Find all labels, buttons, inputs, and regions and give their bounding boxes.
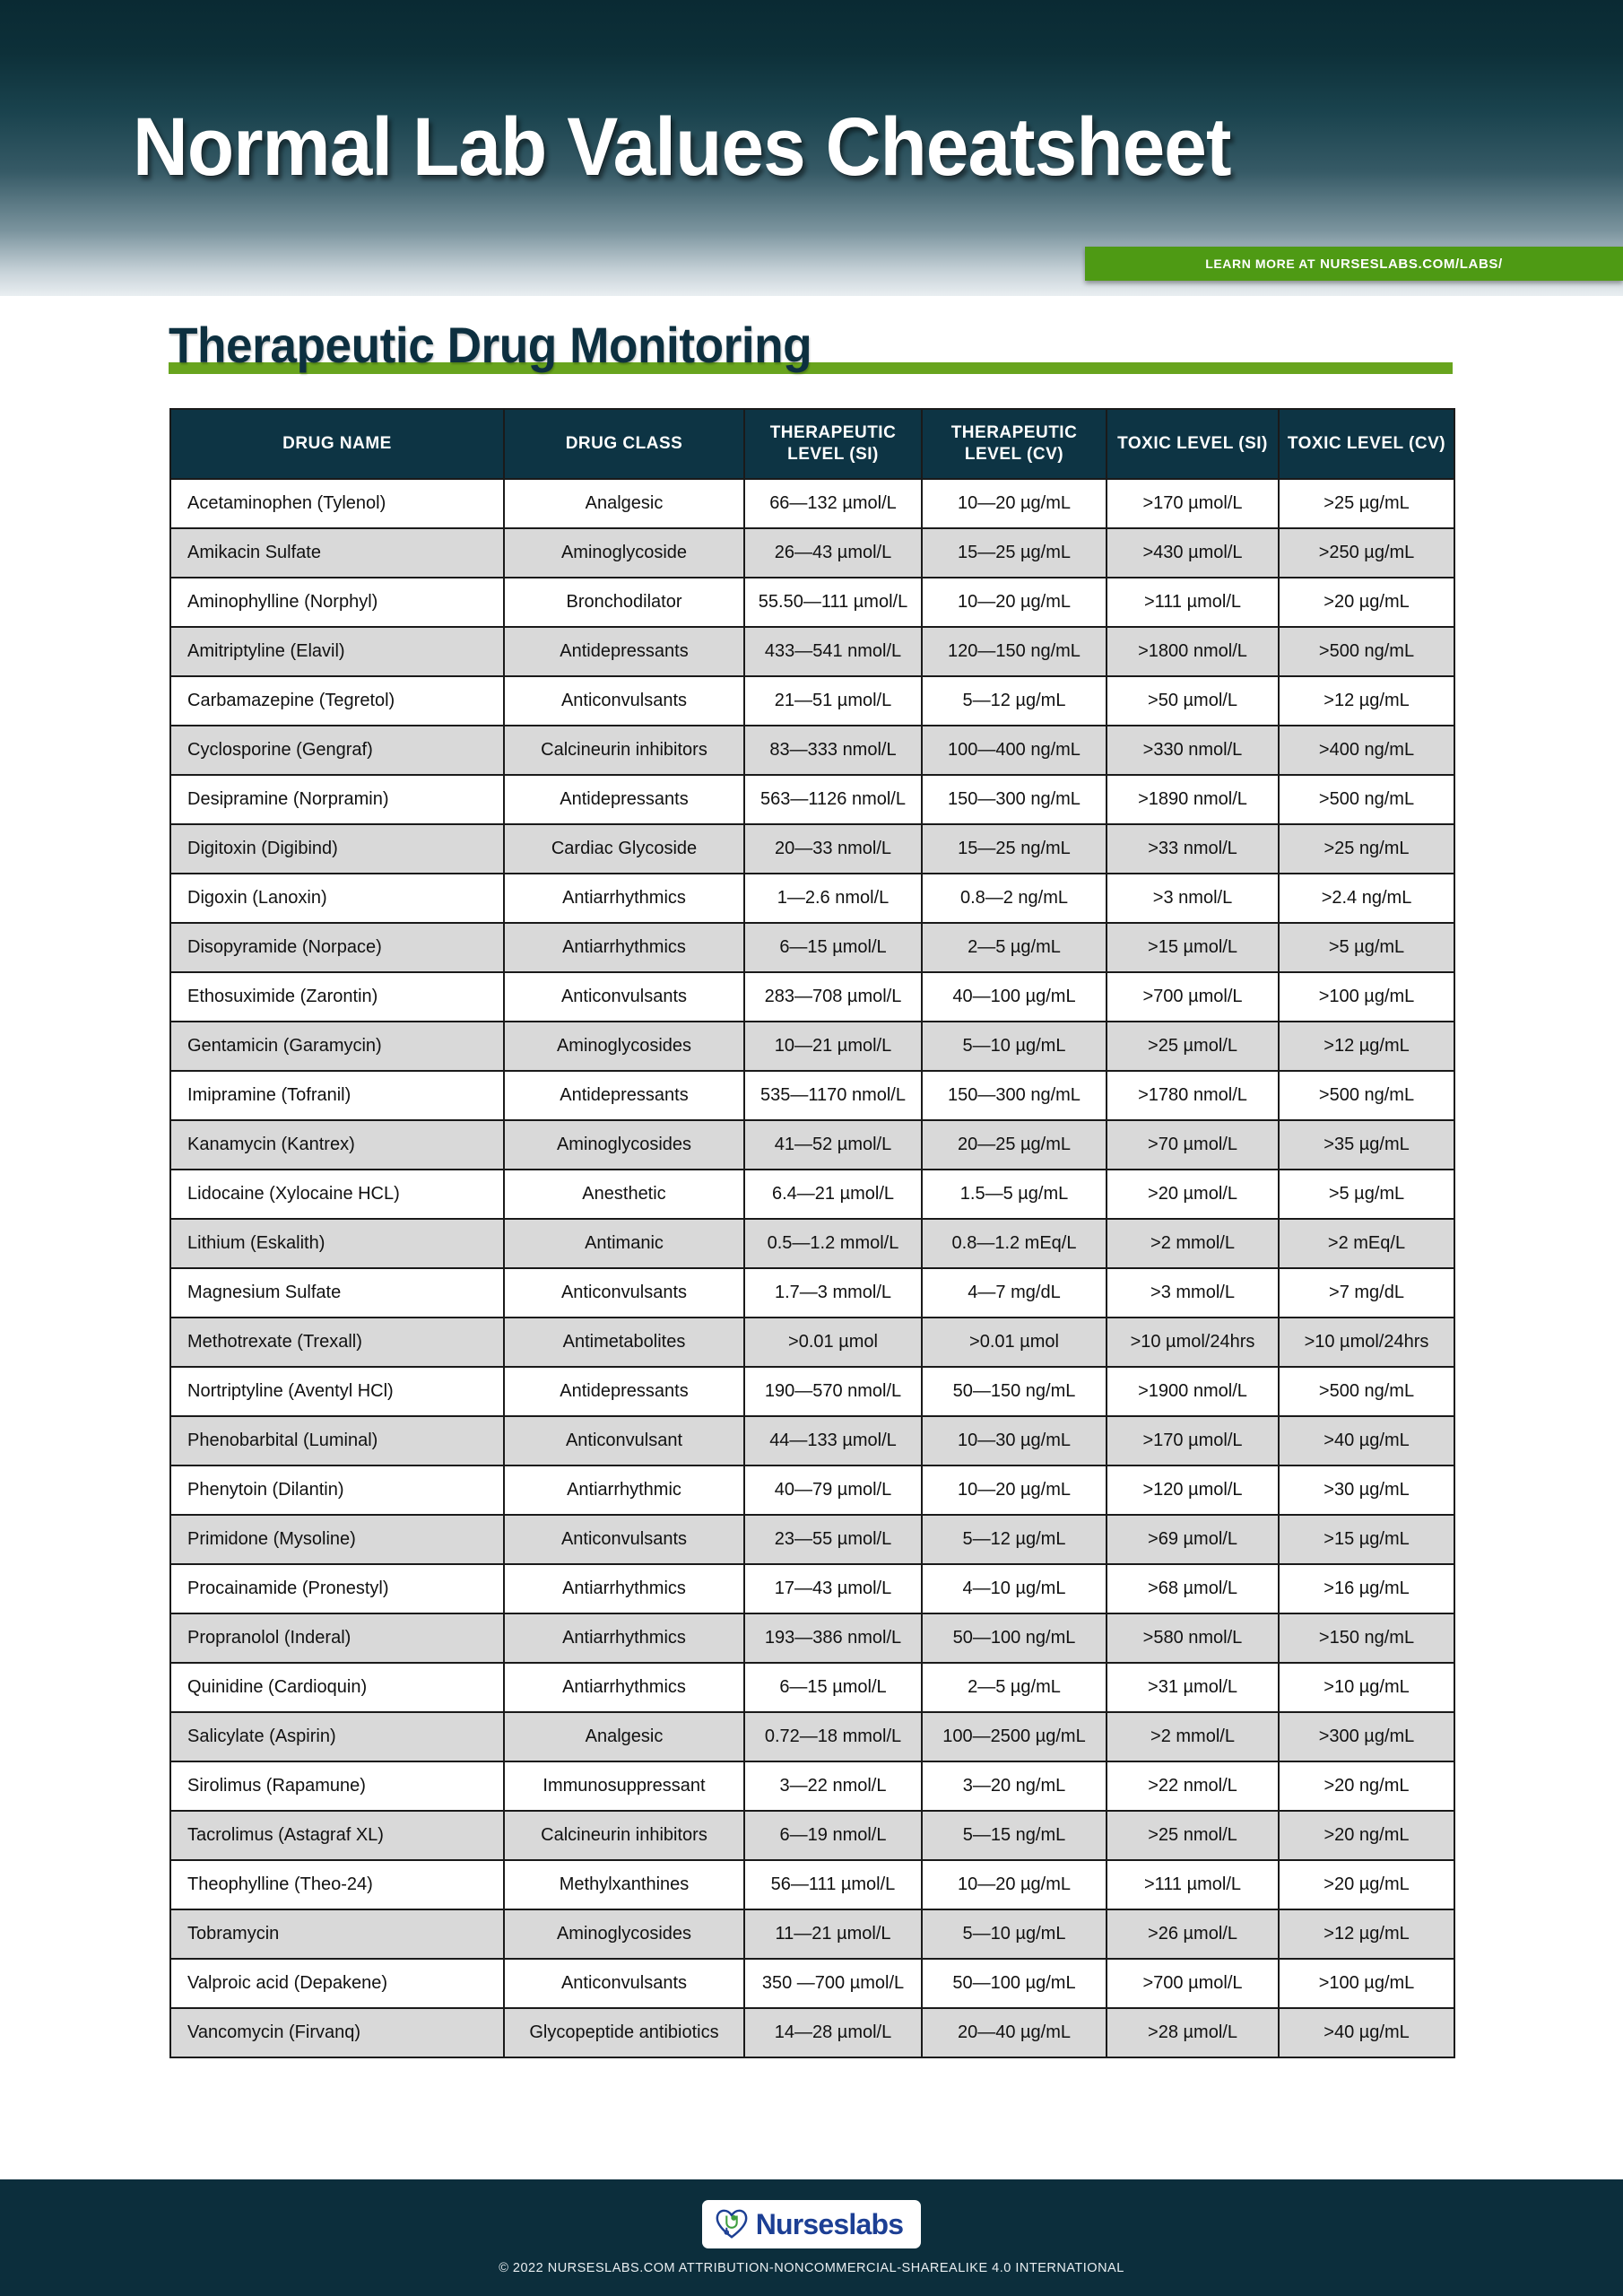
learn-more-url: NURSESLABS.COM/LABS/ <box>1320 256 1503 272</box>
cell-therapeutic-level-cv: 1.5—5 µg/mL <box>922 1170 1107 1219</box>
section-title: Therapeutic Drug Monitoring <box>169 317 812 373</box>
page-title: Normal Lab Values Cheatsheet <box>133 101 1231 193</box>
cell-therapeutic-level-cv: 15—25 ng/mL <box>922 824 1107 874</box>
cell-therapeutic-level-cv: 10—30 µg/mL <box>922 1416 1107 1465</box>
cell-toxic-level-cv: >2.4 ng/mL <box>1279 874 1454 923</box>
cell-toxic-level-si: >700 µmol/L <box>1107 1959 1279 2008</box>
cell-therapeutic-level-cv: 5—10 µg/mL <box>922 1022 1107 1071</box>
cell-drug-class: Antidepressants <box>504 1367 744 1416</box>
cell-drug-name: Phenobarbital (Luminal) <box>170 1416 504 1465</box>
cell-therapeutic-level-cv: 50—100 µg/mL <box>922 1959 1107 2008</box>
nurseslabs-logo[interactable] <box>702 2200 922 2248</box>
table-header-row <box>170 409 1454 479</box>
cell-drug-name: Nortriptyline (Aventyl HCl) <box>170 1367 504 1416</box>
cell-therapeutic-level-cv: 4—7 mg/dL <box>922 1268 1107 1318</box>
cell-toxic-level-si: >120 µmol/L <box>1107 1465 1279 1515</box>
cell-drug-name: Theophylline (Theo-24) <box>170 1860 504 1909</box>
cell-toxic-level-cv: >20 ng/mL <box>1279 1811 1454 1860</box>
cell-therapeutic-level-si: >0.01 µmol <box>744 1318 922 1367</box>
cell-toxic-level-cv: >12 µg/mL <box>1279 1909 1454 1959</box>
cell-drug-name: Procainamide (Pronestyl) <box>170 1564 504 1613</box>
column-header-toxic-level-si: TOXIC LEVEL (SI) <box>1107 409 1279 479</box>
cell-drug-class: Aminoglycoside <box>504 528 744 578</box>
table-row <box>170 578 1454 627</box>
cell-toxic-level-si: >33 nmol/L <box>1107 824 1279 874</box>
cell-drug-name: Sirolimus (Rapamune) <box>170 1761 504 1811</box>
nurseslabs-logo-text: Nurseslabs <box>755 2208 904 2240</box>
table-row <box>170 1761 1454 1811</box>
cell-drug-name: Acetaminophen (Tylenol) <box>170 479 504 528</box>
table-row <box>170 923 1454 972</box>
cell-drug-name: Quinidine (Cardioquin) <box>170 1663 504 1712</box>
cell-therapeutic-level-cv: 15—25 µg/mL <box>922 528 1107 578</box>
table-row <box>170 1120 1454 1170</box>
cell-therapeutic-level-cv: 0.8—1.2 mEq/L <box>922 1219 1107 1268</box>
table-row <box>170 1071 1454 1120</box>
cell-drug-name: Tacrolimus (Astagraf XL) <box>170 1811 504 1860</box>
cell-therapeutic-level-si: 1—2.6 nmol/L <box>744 874 922 923</box>
cell-toxic-level-si: >25 nmol/L <box>1107 1811 1279 1860</box>
cell-toxic-level-si: >1780 nmol/L <box>1107 1071 1279 1120</box>
cell-drug-class: Antimetabolites <box>504 1318 744 1367</box>
cell-therapeutic-level-si: 563—1126 nmol/L <box>744 775 922 824</box>
cell-drug-class: Antiarrhythmics <box>504 923 744 972</box>
table-body <box>170 479 1454 2057</box>
cell-toxic-level-si: >580 nmol/L <box>1107 1613 1279 1663</box>
cell-toxic-level-si: >2 mmol/L <box>1107 1712 1279 1761</box>
cell-drug-class: Analgesic <box>504 479 744 528</box>
cell-drug-class: Anticonvulsant <box>504 1416 744 1465</box>
cell-therapeutic-level-si: 190—570 nmol/L <box>744 1367 922 1416</box>
cell-drug-class: Antiarrhythmic <box>504 1465 744 1515</box>
cell-therapeutic-level-cv: >0.01 µmol <box>922 1318 1107 1367</box>
cell-toxic-level-si: >26 µmol/L <box>1107 1909 1279 1959</box>
cell-therapeutic-level-si: 23—55 µmol/L <box>744 1515 922 1564</box>
cell-therapeutic-level-si: 83—333 nmol/L <box>744 726 922 775</box>
cell-drug-class: Anticonvulsants <box>504 972 744 1022</box>
page-header <box>0 0 1623 296</box>
table-row <box>170 1564 1454 1613</box>
cell-toxic-level-si: >2 mmol/L <box>1107 1219 1279 1268</box>
cell-drug-name: Salicylate (Aspirin) <box>170 1712 504 1761</box>
cell-therapeutic-level-si: 350 —700 µmol/L <box>744 1959 922 2008</box>
cell-toxic-level-si: >111 µmol/L <box>1107 578 1279 627</box>
cell-toxic-level-cv: >500 ng/mL <box>1279 775 1454 824</box>
therapeutic-drug-monitoring-table-wrapper <box>169 408 1454 2058</box>
table-row <box>170 676 1454 726</box>
cell-toxic-level-cv: >500 ng/mL <box>1279 1367 1454 1416</box>
cell-toxic-level-si: >15 µmol/L <box>1107 923 1279 972</box>
cell-toxic-level-cv: >100 µg/mL <box>1279 972 1454 1022</box>
cell-therapeutic-level-cv: 100—2500 µg/mL <box>922 1712 1107 1761</box>
cell-drug-class: Antiarrhythmics <box>504 1613 744 1663</box>
table-row <box>170 1367 1454 1416</box>
cell-drug-name: Lidocaine (Xylocaine HCL) <box>170 1170 504 1219</box>
cell-toxic-level-si: >3 mmol/L <box>1107 1268 1279 1318</box>
cell-drug-class: Immunosuppressant <box>504 1761 744 1811</box>
learn-more-banner[interactable] <box>1085 247 1623 281</box>
cell-toxic-level-cv: >10 µg/mL <box>1279 1663 1454 1712</box>
cell-toxic-level-si: >1800 nmol/L <box>1107 627 1279 676</box>
cell-toxic-level-si: >31 µmol/L <box>1107 1663 1279 1712</box>
cell-toxic-level-cv: >500 ng/mL <box>1279 627 1454 676</box>
cell-toxic-level-cv: >400 ng/mL <box>1279 726 1454 775</box>
cell-toxic-level-cv: >5 µg/mL <box>1279 1170 1454 1219</box>
cell-drug-class: Antiarrhythmics <box>504 1564 744 1613</box>
cell-toxic-level-si: >20 µmol/L <box>1107 1170 1279 1219</box>
therapeutic-drug-monitoring-table <box>169 408 1455 2058</box>
cell-therapeutic-level-si: 21—51 µmol/L <box>744 676 922 726</box>
cell-toxic-level-cv: >40 µg/mL <box>1279 1416 1454 1465</box>
table-row <box>170 775 1454 824</box>
table-row <box>170 1416 1454 1465</box>
cell-toxic-level-cv: >25 ng/mL <box>1279 824 1454 874</box>
cell-drug-name: Amitriptyline (Elavil) <box>170 627 504 676</box>
cell-drug-class: Aminoglycosides <box>504 1120 744 1170</box>
cell-toxic-level-si: >70 µmol/L <box>1107 1120 1279 1170</box>
cell-drug-name: Gentamicin (Garamycin) <box>170 1022 504 1071</box>
cell-drug-name: Cyclosporine (Gengraf) <box>170 726 504 775</box>
cell-drug-class: Bronchodilator <box>504 578 744 627</box>
cell-therapeutic-level-cv: 4—10 µg/mL <box>922 1564 1107 1613</box>
table-row <box>170 824 1454 874</box>
cell-therapeutic-level-cv: 2—5 µg/mL <box>922 1663 1107 1712</box>
table-row <box>170 972 1454 1022</box>
cell-drug-name: Ethosuximide (Zarontin) <box>170 972 504 1022</box>
cell-therapeutic-level-si: 26—43 µmol/L <box>744 528 922 578</box>
cell-therapeutic-level-si: 14—28 µmol/L <box>744 2008 922 2057</box>
cell-toxic-level-si: >3 nmol/L <box>1107 874 1279 923</box>
cell-toxic-level-si: >25 µmol/L <box>1107 1022 1279 1071</box>
column-header-drug-name: DRUG NAME <box>170 409 504 479</box>
cell-drug-name: Imipramine (Tofranil) <box>170 1071 504 1120</box>
cell-drug-name: Disopyramide (Norpace) <box>170 923 504 972</box>
table-row <box>170 1959 1454 2008</box>
cell-drug-class: Antidepressants <box>504 1071 744 1120</box>
table-row <box>170 1663 1454 1712</box>
table-row <box>170 627 1454 676</box>
cell-therapeutic-level-si: 6—15 µmol/L <box>744 923 922 972</box>
cell-toxic-level-cv: >35 µg/mL <box>1279 1120 1454 1170</box>
cell-therapeutic-level-cv: 50—100 ng/mL <box>922 1613 1107 1663</box>
cell-therapeutic-level-cv: 50—150 ng/mL <box>922 1367 1107 1416</box>
table-row <box>170 1811 1454 1860</box>
cell-toxic-level-cv: >150 ng/mL <box>1279 1613 1454 1663</box>
table-row <box>170 1170 1454 1219</box>
cell-toxic-level-si: >69 µmol/L <box>1107 1515 1279 1564</box>
cell-therapeutic-level-si: 11—21 µmol/L <box>744 1909 922 1959</box>
cell-therapeutic-level-cv: 100—400 ng/mL <box>922 726 1107 775</box>
table-row <box>170 1712 1454 1761</box>
cell-drug-name: Digitoxin (Digibind) <box>170 824 504 874</box>
cell-toxic-level-cv: >20 µg/mL <box>1279 1860 1454 1909</box>
cell-drug-name: Desipramine (Norpramin) <box>170 775 504 824</box>
cell-toxic-level-cv: >5 µg/mL <box>1279 923 1454 972</box>
table-row <box>170 1515 1454 1564</box>
cell-therapeutic-level-si: 0.5—1.2 mmol/L <box>744 1219 922 1268</box>
table-row <box>170 1860 1454 1909</box>
table-row <box>170 1465 1454 1515</box>
table-row <box>170 1613 1454 1663</box>
cell-therapeutic-level-si: 17—43 µmol/L <box>744 1564 922 1613</box>
cell-toxic-level-si: >1890 nmol/L <box>1107 775 1279 824</box>
cell-therapeutic-level-si: 56—111 µmol/L <box>744 1860 922 1909</box>
cell-drug-name: Valproic acid (Depakene) <box>170 1959 504 2008</box>
cell-toxic-level-si: >50 µmol/L <box>1107 676 1279 726</box>
cell-toxic-level-cv: >15 µg/mL <box>1279 1515 1454 1564</box>
cell-toxic-level-cv: >250 µg/mL <box>1279 528 1454 578</box>
cell-therapeutic-level-cv: 10—20 µg/mL <box>922 479 1107 528</box>
cell-therapeutic-level-cv: 2—5 µg/mL <box>922 923 1107 972</box>
cell-drug-name: Aminophylline (Norphyl) <box>170 578 504 627</box>
cell-toxic-level-si: >170 µmol/L <box>1107 1416 1279 1465</box>
learn-more-prefix: LEARN MORE AT <box>1205 257 1316 271</box>
cell-drug-name: Vancomycin (Firvanq) <box>170 2008 504 2057</box>
cell-therapeutic-level-si: 40—79 µmol/L <box>744 1465 922 1515</box>
cell-toxic-level-cv: >7 mg/dL <box>1279 1268 1454 1318</box>
page-footer <box>0 2179 1623 2296</box>
column-header-therapeutic-level-si: THERAPEUTIC LEVEL (SI) <box>744 409 922 479</box>
table-row <box>170 1318 1454 1367</box>
cell-drug-class: Aminoglycosides <box>504 1909 744 1959</box>
cell-therapeutic-level-cv: 20—25 µg/mL <box>922 1120 1107 1170</box>
cell-therapeutic-level-si: 535—1170 nmol/L <box>744 1071 922 1120</box>
cell-drug-name: Propranolol (Inderal) <box>170 1613 504 1663</box>
cell-therapeutic-level-si: 41—52 µmol/L <box>744 1120 922 1170</box>
cell-toxic-level-cv: >25 µg/mL <box>1279 479 1454 528</box>
cell-drug-class: Antimanic <box>504 1219 744 1268</box>
cell-toxic-level-si: >430 µmol/L <box>1107 528 1279 578</box>
cell-therapeutic-level-si: 6—19 nmol/L <box>744 1811 922 1860</box>
cell-therapeutic-level-cv: 10—20 µg/mL <box>922 578 1107 627</box>
cell-toxic-level-si: >111 µmol/L <box>1107 1860 1279 1909</box>
cell-toxic-level-si: >68 µmol/L <box>1107 1564 1279 1613</box>
copyright-text: © 2022 NURSESLABS.COM ATTRIBUTION-NONCOMMERCIAL-SHAREALIKE 4.0 INTERNATIONAL <box>499 2261 1124 2275</box>
cell-drug-class: Glycopeptide antibiotics <box>504 2008 744 2057</box>
cell-therapeutic-level-si: 3—22 nmol/L <box>744 1761 922 1811</box>
cell-drug-class: Anticonvulsants <box>504 1515 744 1564</box>
cell-therapeutic-level-si: 55.50—111 µmol/L <box>744 578 922 627</box>
table-row <box>170 726 1454 775</box>
cell-therapeutic-level-cv: 5—12 µg/mL <box>922 676 1107 726</box>
cell-drug-class: Anticonvulsants <box>504 1268 744 1318</box>
cell-therapeutic-level-cv: 150—300 ng/mL <box>922 775 1107 824</box>
cell-therapeutic-level-si: 6—15 µmol/L <box>744 1663 922 1712</box>
cell-therapeutic-level-cv: 10—20 µg/mL <box>922 1860 1107 1909</box>
cell-drug-class: Calcineurin inhibitors <box>504 726 744 775</box>
cell-therapeutic-level-cv: 5—10 µg/mL <box>922 1909 1107 1959</box>
cell-drug-class: Anticonvulsants <box>504 676 744 726</box>
cell-toxic-level-cv: >16 µg/mL <box>1279 1564 1454 1613</box>
cell-toxic-level-cv: >12 µg/mL <box>1279 1022 1454 1071</box>
cell-toxic-level-cv: >100 µg/mL <box>1279 1959 1454 2008</box>
cell-toxic-level-si: >28 µmol/L <box>1107 2008 1279 2057</box>
cell-toxic-level-cv: >40 µg/mL <box>1279 2008 1454 2057</box>
cell-drug-class: Antiarrhythmics <box>504 1663 744 1712</box>
column-header-toxic-level-cv: TOXIC LEVEL (CV) <box>1279 409 1454 479</box>
table-row <box>170 528 1454 578</box>
cell-drug-name: Primidone (Mysoline) <box>170 1515 504 1564</box>
cell-toxic-level-cv: >30 µg/mL <box>1279 1465 1454 1515</box>
cell-drug-class: Calcineurin inhibitors <box>504 1811 744 1860</box>
cell-therapeutic-level-cv: 3—20 ng/mL <box>922 1761 1107 1811</box>
cell-drug-name: Tobramycin <box>170 1909 504 1959</box>
cell-toxic-level-cv: >2 mEq/L <box>1279 1219 1454 1268</box>
cell-therapeutic-level-si: 66—132 µmol/L <box>744 479 922 528</box>
cell-toxic-level-cv: >20 µg/mL <box>1279 578 1454 627</box>
cell-drug-name: Methotrexate (Trexall) <box>170 1318 504 1367</box>
cell-drug-class: Antidepressants <box>504 627 744 676</box>
heart-stethoscope-icon <box>715 2207 749 2241</box>
column-header-drug-class: DRUG CLASS <box>504 409 744 479</box>
cell-toxic-level-si: >700 µmol/L <box>1107 972 1279 1022</box>
cell-therapeutic-level-cv: 5—12 µg/mL <box>922 1515 1107 1564</box>
cell-drug-class: Cardiac Glycoside <box>504 824 744 874</box>
table-row <box>170 479 1454 528</box>
cell-therapeutic-level-cv: 5—15 ng/mL <box>922 1811 1107 1860</box>
cell-toxic-level-cv: >20 ng/mL <box>1279 1761 1454 1811</box>
table-row <box>170 1268 1454 1318</box>
cell-toxic-level-si: >1900 nmol/L <box>1107 1367 1279 1416</box>
cell-toxic-level-cv: >300 µg/mL <box>1279 1712 1454 1761</box>
cell-drug-name: Lithium (Eskalith) <box>170 1219 504 1268</box>
cell-toxic-level-si: >22 nmol/L <box>1107 1761 1279 1811</box>
cell-therapeutic-level-cv: 10—20 µg/mL <box>922 1465 1107 1515</box>
cell-therapeutic-level-si: 283—708 µmol/L <box>744 972 922 1022</box>
cell-therapeutic-level-cv: 120—150 ng/mL <box>922 627 1107 676</box>
cell-drug-class: Aminoglycosides <box>504 1022 744 1071</box>
column-header-therapeutic-level-cv: THERAPEUTIC LEVEL (CV) <box>922 409 1107 479</box>
cell-drug-class: Antiarrhythmics <box>504 874 744 923</box>
cell-drug-name: Magnesium Sulfate <box>170 1268 504 1318</box>
cell-therapeutic-level-si: 44—133 µmol/L <box>744 1416 922 1465</box>
cell-toxic-level-cv: >500 ng/mL <box>1279 1071 1454 1120</box>
cell-therapeutic-level-si: 6.4—21 µmol/L <box>744 1170 922 1219</box>
cell-therapeutic-level-cv: 150—300 ng/mL <box>922 1071 1107 1120</box>
cell-drug-name: Kanamycin (Kantrex) <box>170 1120 504 1170</box>
page-content <box>0 296 1623 2058</box>
cell-drug-class: Anticonvulsants <box>504 1959 744 2008</box>
cell-toxic-level-cv: >12 µg/mL <box>1279 676 1454 726</box>
cell-toxic-level-si: >170 µmol/L <box>1107 479 1279 528</box>
cell-toxic-level-si: >10 µmol/24hrs <box>1107 1318 1279 1367</box>
cell-drug-class: Anesthetic <box>504 1170 744 1219</box>
cell-drug-name: Digoxin (Lanoxin) <box>170 874 504 923</box>
table-row <box>170 1022 1454 1071</box>
cell-therapeutic-level-si: 20—33 nmol/L <box>744 824 922 874</box>
cell-toxic-level-si: >330 nmol/L <box>1107 726 1279 775</box>
cell-therapeutic-level-si: 1.7—3 mmol/L <box>744 1268 922 1318</box>
cell-therapeutic-level-cv: 20—40 µg/mL <box>922 2008 1107 2057</box>
cell-therapeutic-level-si: 433—541 nmol/L <box>744 627 922 676</box>
table-row <box>170 1219 1454 1268</box>
table-row <box>170 1909 1454 1959</box>
cell-therapeutic-level-si: 10—21 µmol/L <box>744 1022 922 1071</box>
cell-therapeutic-level-cv: 40—100 µg/mL <box>922 972 1107 1022</box>
cell-therapeutic-level-si: 0.72—18 mmol/L <box>744 1712 922 1761</box>
cell-therapeutic-level-si: 193—386 nmol/L <box>744 1613 922 1663</box>
cell-drug-name: Phenytoin (Dilantin) <box>170 1465 504 1515</box>
cell-therapeutic-level-cv: 0.8—2 ng/mL <box>922 874 1107 923</box>
cell-drug-class: Antidepressants <box>504 775 744 824</box>
cell-drug-name: Carbamazepine (Tegretol) <box>170 676 504 726</box>
cell-toxic-level-cv: >10 µmol/24hrs <box>1279 1318 1454 1367</box>
cell-drug-class: Analgesic <box>504 1712 744 1761</box>
table-row <box>170 874 1454 923</box>
cell-drug-class: Methylxanthines <box>504 1860 744 1909</box>
table-row <box>170 2008 1454 2057</box>
section-heading-block <box>169 316 1453 374</box>
cell-drug-name: Amikacin Sulfate <box>170 528 504 578</box>
